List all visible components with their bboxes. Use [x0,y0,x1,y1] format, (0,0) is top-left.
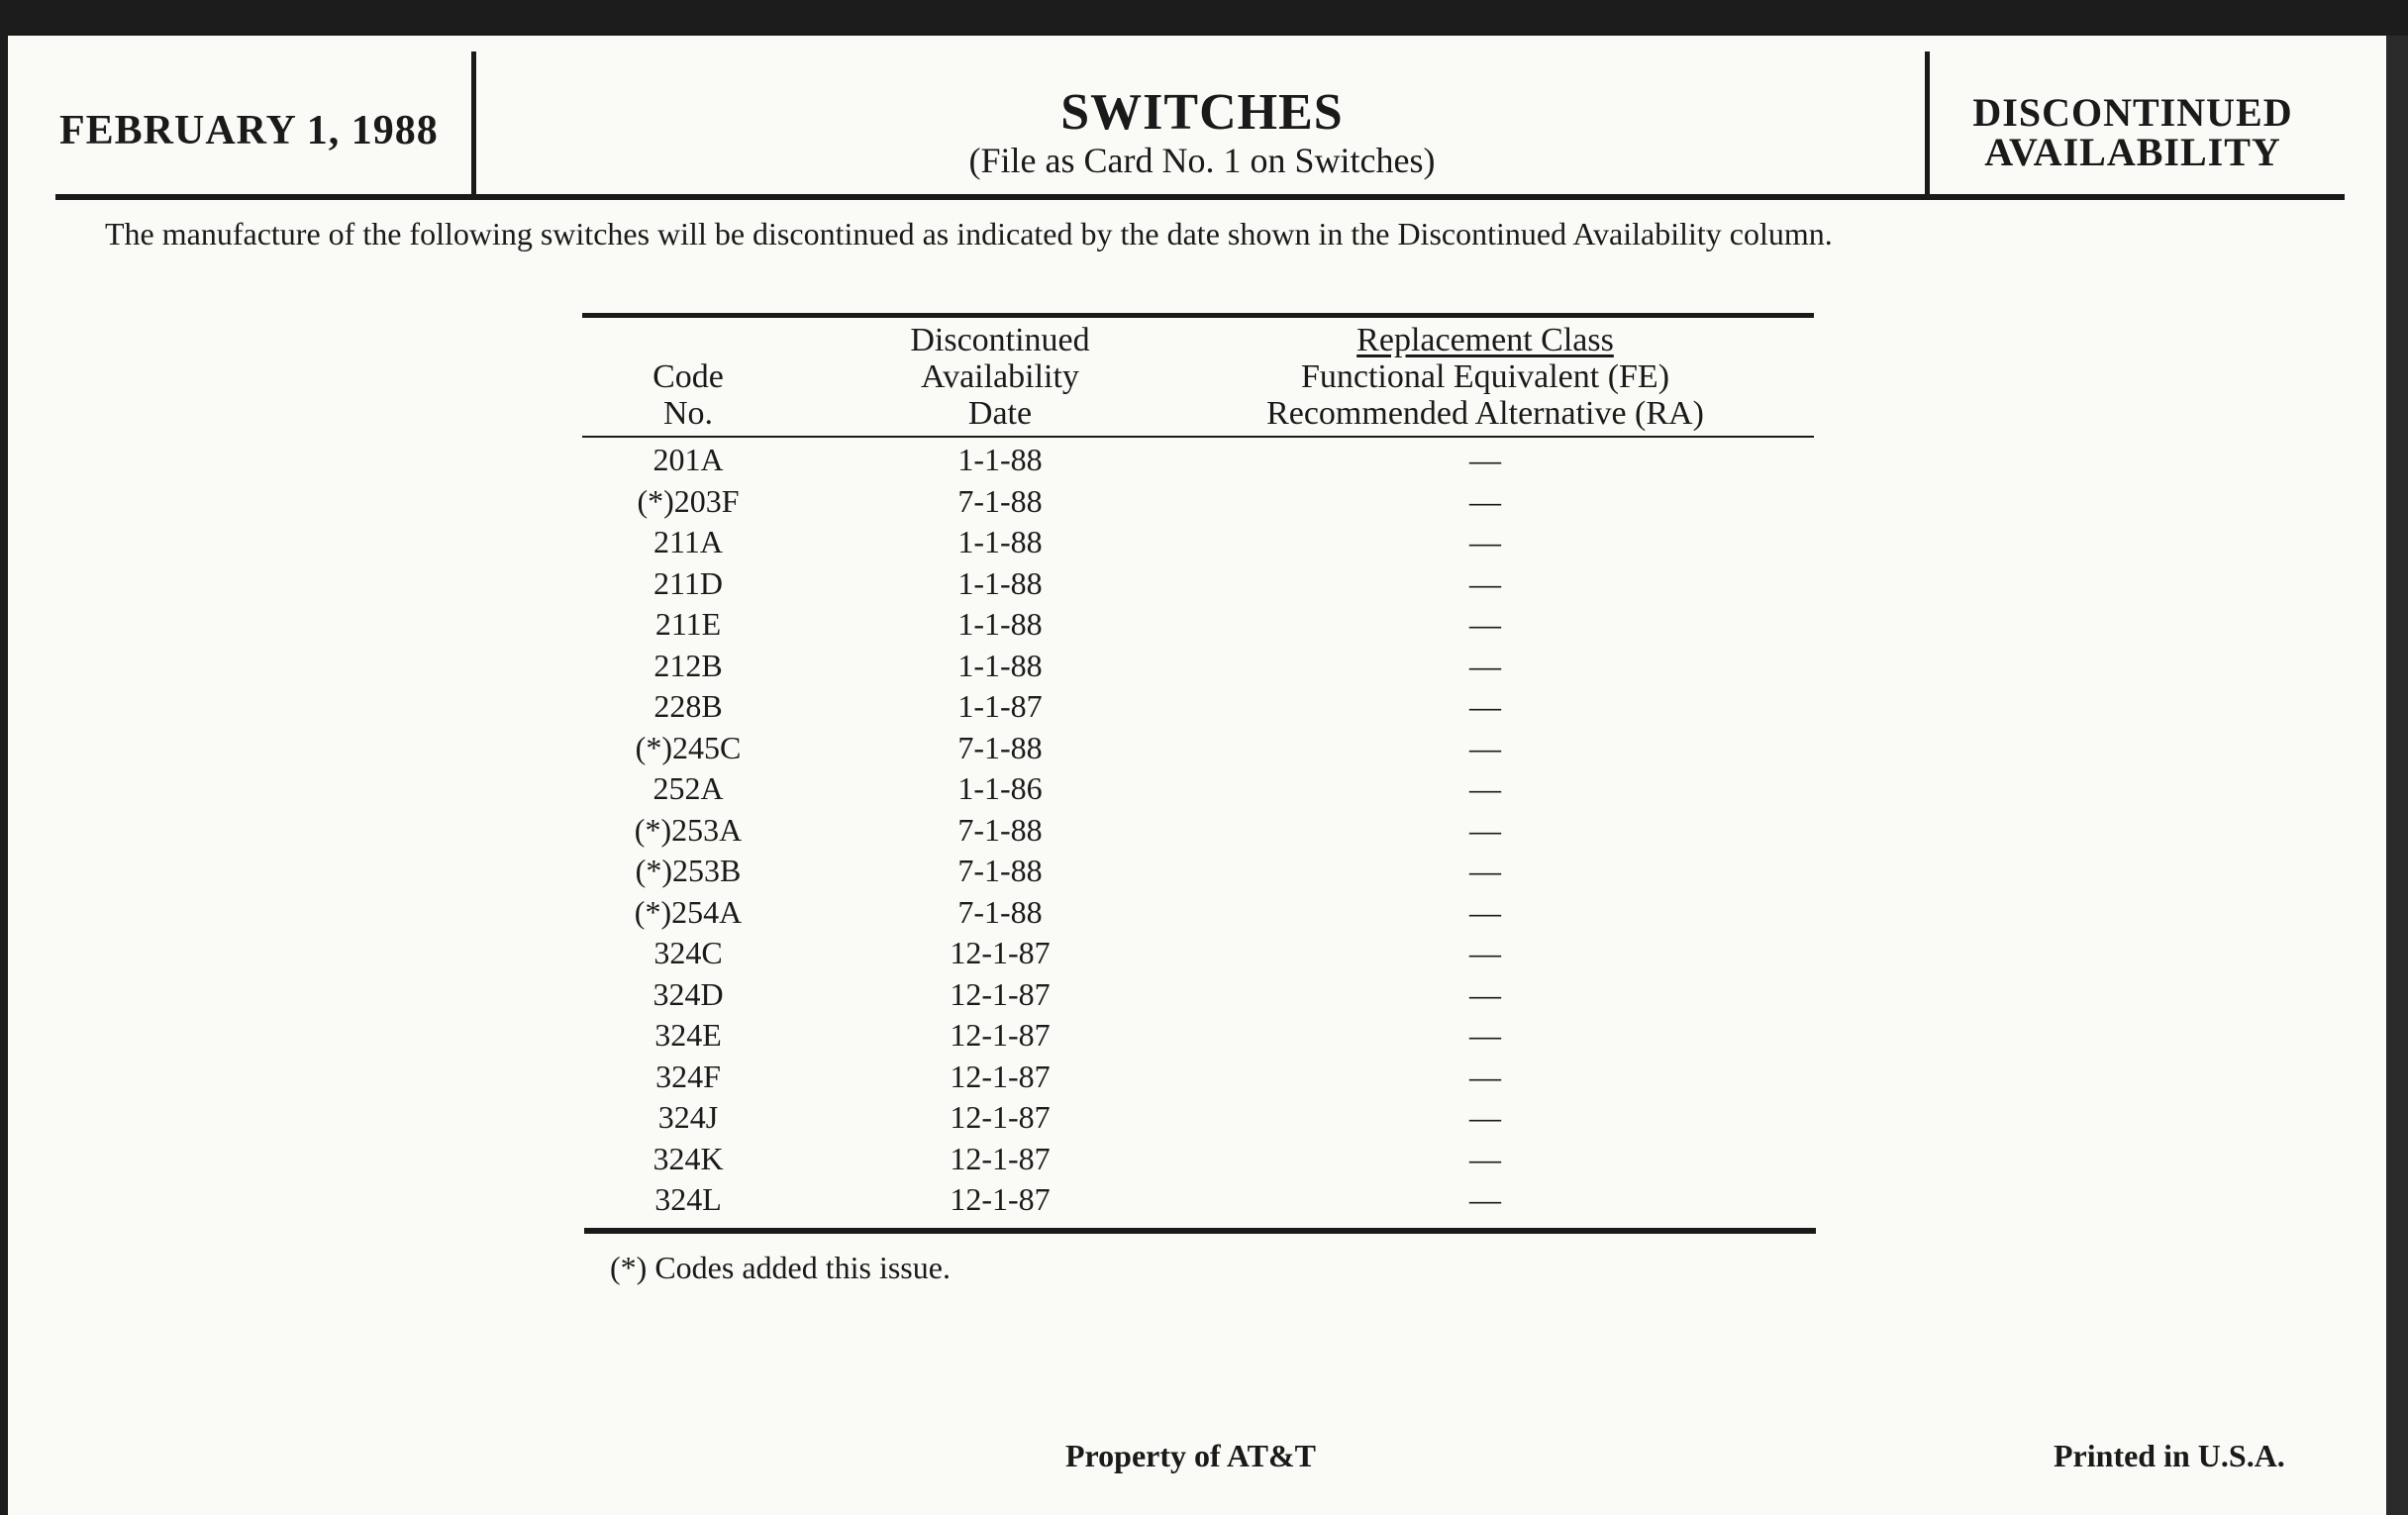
date-cell: 7-1-88 [957,482,1043,519]
replacement-cell: — [1469,811,1501,848]
header-code-line2: No. [662,395,714,432]
date-cell: 12-1-87 [950,1058,1051,1094]
header-replacement-line3: Recommended Alternative (RA) [1266,395,1704,432]
replacement-cell: — [1469,975,1501,1012]
table-row [0,810,2408,852]
code-cell: 324C [653,935,723,970]
table-row [0,604,2408,646]
date-cell: 7-1-88 [957,853,1043,888]
table-row [0,1015,2408,1057]
replacement-cell: — [1469,524,1501,559]
replacement-cell: — [1469,729,1501,765]
issue-date: FEBRUARY 1, 1988 [59,108,439,153]
header-code [584,358,792,432]
replacement-cell: — [1469,935,1501,970]
code-cell: (*)253B [635,853,742,888]
code-cell: 211E [654,606,722,642]
header-replacement-line2: Functional Equivalent (FE) [1300,358,1670,395]
header-divider-right [1925,51,1930,196]
code-cell: 228B [653,688,723,724]
table-row [0,1097,2408,1139]
code-cell: 324K [652,1140,724,1176]
code-cell: 324J [657,1099,719,1135]
footnote: (*) Codes added this issue. [610,1250,951,1285]
footer-property: Property of AT&T [1065,1438,1316,1473]
replacement-cell: — [1469,1140,1501,1176]
table-row [0,892,2408,934]
replacement-cell: — [1469,1058,1501,1094]
replacement-cell: — [1469,564,1501,601]
header-rule [55,194,2345,200]
table-header-rule [582,436,1814,438]
table-row [0,1057,2408,1098]
code-cell: 324D [652,975,724,1012]
replacement-cell: — [1469,442,1501,477]
code-cell: (*)253A [634,811,743,848]
date-cell: 1-1-87 [957,688,1043,724]
code-cell: (*)203F [637,482,740,519]
date-cell: 12-1-87 [950,1099,1051,1135]
date-cell: 1-1-86 [957,770,1043,806]
header-replacement-line1: Replacement Class [1356,322,1614,358]
replacement-cell: — [1469,853,1501,888]
date-cell: 1-1-88 [957,442,1043,477]
header-center [475,85,1929,180]
table-row [0,481,2408,523]
code-cell: 211A [653,524,723,559]
table-row [0,974,2408,1016]
code-cell: 211D [653,564,723,601]
code-cell: (*)245C [635,729,742,765]
replacement-cell: — [1469,1099,1501,1135]
replacement-cell: — [1469,606,1501,642]
table-row [0,522,2408,563]
table-row [0,768,2408,810]
date-cell: 1-1-88 [957,564,1043,601]
replacement-cell: — [1469,688,1501,724]
table-top-rule [582,313,1814,318]
replacement-cell: — [1469,1017,1501,1053]
table-row [0,1139,2408,1180]
intro-text: The manufacture of the following switches will be discontinued as indicated by the date shown in the Discontinued Availability column. [105,216,1833,252]
code-cell: 324L [654,1181,722,1217]
date-cell: 1-1-88 [957,647,1043,683]
table-row [0,728,2408,769]
page-subtitle: (File as Card No. 1 on Switches) [968,141,1436,180]
code-cell: 324E [654,1017,722,1053]
date-cell: 12-1-87 [950,975,1051,1012]
header-date-line1: Discontinued [910,322,1090,358]
code-cell: 212B [653,647,723,683]
table-row [0,933,2408,974]
footer-printed: Printed in U.S.A. [2054,1438,2285,1473]
table-row [0,686,2408,728]
replacement-cell: — [1469,770,1501,806]
code-cell: 252A [652,770,724,806]
table-row [0,1179,2408,1221]
table-row [0,440,2408,481]
replacement-cell: — [1469,1181,1501,1217]
date-cell: 7-1-88 [957,811,1043,848]
date-cell: 1-1-88 [957,524,1043,559]
table-row [0,563,2408,605]
date-cell: 12-1-87 [950,1017,1051,1053]
replacement-cell: — [1469,893,1501,930]
header-date [852,322,1149,432]
section-label [1933,90,2333,174]
date-cell: 12-1-87 [950,1140,1051,1176]
date-cell: 12-1-87 [950,935,1051,970]
header-date-line2: Availability [921,358,1079,395]
table-row [0,851,2408,892]
replacement-cell: — [1469,647,1501,683]
code-cell: 201A [652,442,724,477]
code-cell: (*)254A [634,893,743,930]
date-cell: 7-1-88 [957,729,1043,765]
date-cell: 1-1-88 [957,606,1043,642]
date-cell: 12-1-87 [950,1181,1051,1217]
section-label-line1: DISCONTINUED [1972,90,2293,135]
table-body [0,440,2408,1221]
code-cell: 324F [655,1058,721,1094]
date-cell: 7-1-88 [957,893,1043,930]
page-title: SWITCHES [1060,84,1344,141]
replacement-cell: — [1469,482,1501,519]
header-replacement [1208,322,1762,432]
header-code-line1: Code [652,358,724,395]
table-bottom-rule [584,1228,1816,1234]
header-date-line3: Date [967,395,1033,432]
section-label-line2: AVAILABILITY [1984,130,2281,174]
table-row [0,646,2408,687]
